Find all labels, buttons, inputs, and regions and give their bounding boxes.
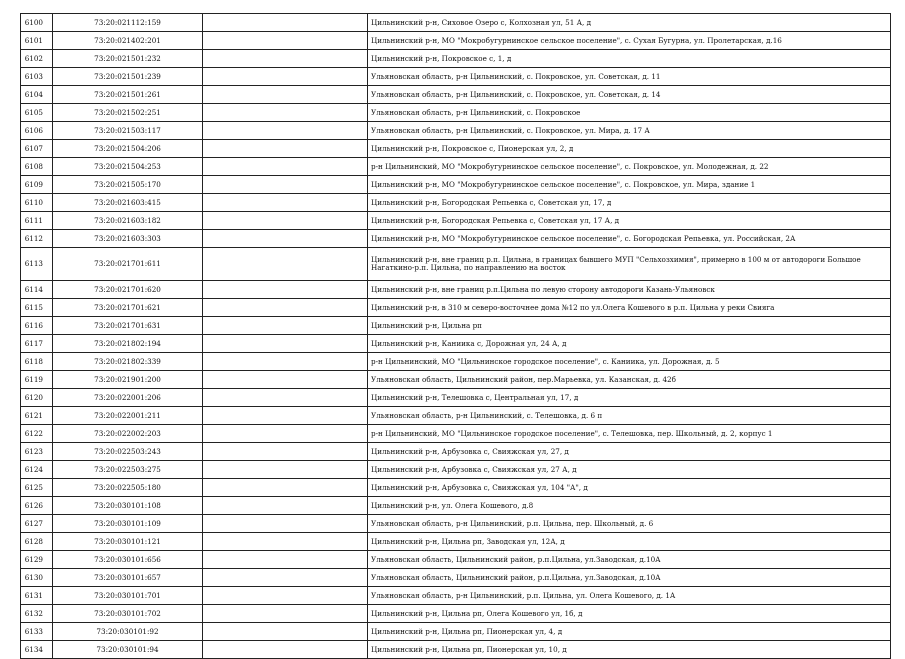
row-number-cell: 6125 (21, 479, 53, 497)
cadastral-number-cell: 73:20:030101:94 (53, 641, 203, 659)
table-row (21, 569, 891, 587)
address-cell: Ульяновская область, р-н Цильнинский, р.п. Цильна, ул. Олега Кошевого, д. 1А (368, 587, 891, 605)
row-number-cell: 6119 (21, 371, 53, 389)
empty-cell (203, 281, 368, 299)
table-row (21, 104, 891, 122)
table-row (21, 122, 891, 140)
table-row (21, 176, 891, 194)
row-number-cell: 6129 (21, 551, 53, 569)
empty-cell (203, 176, 368, 194)
cadastral-number-cell: 73:20:021603:415 (53, 194, 203, 212)
row-number-cell: 6118 (21, 353, 53, 371)
empty-cell (203, 122, 368, 140)
cadastral-number-cell: 73:20:022503:243 (53, 443, 203, 461)
empty-cell (203, 299, 368, 317)
table-row (21, 281, 891, 299)
empty-cell (203, 425, 368, 443)
address-cell: Цильнинский р-н, МО "Мокробугурнинское сельское поселение", с. Сухая Бугурна, ул. Пролетарская, д.16 (368, 32, 891, 50)
empty-cell (203, 587, 368, 605)
empty-cell (203, 104, 368, 122)
cadastral-number-cell: 73:20:022001:206 (53, 389, 203, 407)
row-number-cell: 6109 (21, 176, 53, 194)
cadastral-number-cell: 73:20:021701:621 (53, 299, 203, 317)
table-row (21, 497, 891, 515)
row-number-cell: 6113 (21, 248, 53, 281)
empty-cell (203, 353, 368, 371)
cadastral-number-cell: 73:20:030101:108 (53, 497, 203, 515)
address-cell: Цильнинский р-н, Арбузовка с, Свияжская ул, 27 А, д (368, 461, 891, 479)
address-cell: Цильнинский р-н, вне границ р.п.Цильна по левую сторону автодороги Казань-Ульяновск (368, 281, 891, 299)
empty-cell (203, 194, 368, 212)
address-cell: Цильнинский р-н, в 310 м северо-восточнее дома №12 по ул.Олега Кошевого в р.п. Цильна у реки Свияга (368, 299, 891, 317)
address-cell: Цильнинский р-н, Покровское с, 1, д (368, 50, 891, 68)
empty-cell (203, 32, 368, 50)
cadastral-number-cell: 73:20:021701:611 (53, 248, 203, 281)
empty-cell (203, 533, 368, 551)
row-number-cell: 6100 (21, 14, 53, 32)
empty-cell (203, 461, 368, 479)
row-number-cell: 6116 (21, 317, 53, 335)
address-cell: Цильнинский р-н, МО "Мокробугурнинское сельское поселение", с. Покровское, ул. Мира, здание 1 (368, 176, 891, 194)
cadastral-number-cell: 73:20:030101:656 (53, 551, 203, 569)
table-body (21, 14, 891, 659)
cadastral-number-cell: 73:20:021802:194 (53, 335, 203, 353)
row-number-cell: 6123 (21, 443, 53, 461)
address-cell: Цильнинский р-н, Арбузовка с, Свияжская ул, 27, д (368, 443, 891, 461)
cadastral-number-cell: 73:20:021503:117 (53, 122, 203, 140)
row-number-cell: 6131 (21, 587, 53, 605)
row-number-cell: 6120 (21, 389, 53, 407)
table-row (21, 443, 891, 461)
row-number-cell: 6115 (21, 299, 53, 317)
row-number-cell: 6107 (21, 140, 53, 158)
cadastral-number-cell: 73:20:022503:275 (53, 461, 203, 479)
table-row (21, 335, 891, 353)
table-row (21, 248, 891, 281)
empty-cell (203, 371, 368, 389)
empty-cell (203, 479, 368, 497)
table-row (21, 86, 891, 104)
row-number-cell: 6134 (21, 641, 53, 659)
empty-cell (203, 50, 368, 68)
table-row (21, 50, 891, 68)
row-number-cell: 6128 (21, 533, 53, 551)
table-row (21, 14, 891, 32)
address-cell: Цильнинский р-н, Цильна рп, Пионерская ул, 10, д (368, 641, 891, 659)
empty-cell (203, 86, 368, 104)
cadastral-number-cell: 73:20:021802:339 (53, 353, 203, 371)
address-cell: Ульяновская область, р-н Цильнинский, р.п. Цильна, пер. Школьный, д. 6 (368, 515, 891, 533)
table-row (21, 317, 891, 335)
empty-cell (203, 623, 368, 641)
empty-cell (203, 515, 368, 533)
cadastral-number-cell: 73:20:030101:121 (53, 533, 203, 551)
row-number-cell: 6110 (21, 194, 53, 212)
address-cell: Цильнинский р-н, Сиховое Озеро с, Колхозная ул, 51 А, д (368, 14, 891, 32)
address-cell: Цильнинский р-н, ул. Олега Кошевого, д.8 (368, 497, 891, 515)
cadastral-number-cell: 73:20:021502:251 (53, 104, 203, 122)
cadastral-number-cell: 73:20:021603:182 (53, 212, 203, 230)
empty-cell (203, 158, 368, 176)
table-row (21, 212, 891, 230)
empty-cell (203, 14, 368, 32)
cadastral-number-cell: 73:20:022505:180 (53, 479, 203, 497)
address-cell: Ульяновская область, Цильнинский район, р.п.Цильна, ул.Заводская, д.10А (368, 551, 891, 569)
table-row (21, 68, 891, 86)
table-row (21, 641, 891, 659)
row-number-cell: 6102 (21, 50, 53, 68)
cadastral-number-cell: 73:20:021501:232 (53, 50, 203, 68)
table-row (21, 158, 891, 176)
cadastral-number-cell: 73:20:030101:701 (53, 587, 203, 605)
row-number-cell: 6130 (21, 569, 53, 587)
cadastral-number-cell: 73:20:021504:253 (53, 158, 203, 176)
address-cell: р-н Цильнинский, МО "Цильнинское городское поселение", с. Телешовка, пер. Школьный, д. 2, корпус 1 (368, 425, 891, 443)
address-cell: Ульяновская область, р-н Цильнинский, с. Покровское, ул. Советская, д. 14 (368, 86, 891, 104)
empty-cell (203, 551, 368, 569)
row-number-cell: 6117 (21, 335, 53, 353)
row-number-cell: 6132 (21, 605, 53, 623)
address-cell: Ульяновская область, р-н Цильнинский, с. Покровское (368, 104, 891, 122)
empty-cell (203, 335, 368, 353)
table-row (21, 425, 891, 443)
address-cell: Цильнинский р-н, Телешовка с, Центральная ул, 17, д (368, 389, 891, 407)
empty-cell (203, 497, 368, 515)
cadastral-number-cell: 73:20:030101:657 (53, 569, 203, 587)
cadastral-number-cell: 73:20:022001:211 (53, 407, 203, 425)
cadastral-number-cell: 73:20:021112:159 (53, 14, 203, 32)
table-row (21, 623, 891, 641)
address-cell: Ульяновская область, р-н Цильнинский, с. Покровское, ул. Советская, д. 11 (368, 68, 891, 86)
cadastral-number-cell: 73:20:030101:109 (53, 515, 203, 533)
address-cell: Ульяновская область, р-н Цильнинский, с. Телешовка, д. 6 п (368, 407, 891, 425)
empty-cell (203, 407, 368, 425)
table-row (21, 515, 891, 533)
empty-cell (203, 389, 368, 407)
table-row (21, 299, 891, 317)
row-number-cell: 6127 (21, 515, 53, 533)
row-number-cell: 6105 (21, 104, 53, 122)
row-number-cell: 6124 (21, 461, 53, 479)
table-row (21, 194, 891, 212)
table-row (21, 587, 891, 605)
empty-cell (203, 140, 368, 158)
row-number-cell: 6101 (21, 32, 53, 50)
address-cell: р-н Цильнинский, МО "Цильнинское городское поселение", с. Каниика, ул. Дорожная, д. 5 (368, 353, 891, 371)
empty-cell (203, 230, 368, 248)
table-row (21, 371, 891, 389)
empty-cell (203, 317, 368, 335)
empty-cell (203, 605, 368, 623)
address-cell: Цильнинский р-н, Цильна рп, Пионерская ул, 4, д (368, 623, 891, 641)
empty-cell (203, 569, 368, 587)
cadastral-number-cell: 73:20:021701:620 (53, 281, 203, 299)
cadastral-table (20, 13, 891, 659)
table-row (21, 479, 891, 497)
table-row (21, 389, 891, 407)
cadastral-number-cell: 73:20:021501:261 (53, 86, 203, 104)
address-cell: Ульяновская область, р-н Цильнинский, с. Покровское, ул. Мира, д. 17 А (368, 122, 891, 140)
address-cell: Цильнинский р-н, МО "Мокробугурнинское сельское поселение", с. Богородская Репьевка, ул. Российская, 2А (368, 230, 891, 248)
address-cell: Цильнинский р-н, Богородская Репьевка с, Советская ул, 17 А, д (368, 212, 891, 230)
table-row (21, 32, 891, 50)
address-cell: Цильнинский р-н, Каниика с, Дорожная ул, 24 А, д (368, 335, 891, 353)
row-number-cell: 6106 (21, 122, 53, 140)
table-row (21, 230, 891, 248)
address-cell: Цильнинский р-н, Цильна рп (368, 317, 891, 335)
address-cell: р-н Цильнинский, МО "Мокробугурнинское сельское поселение", с. Покровское, ул. Молодежная, д. 22 (368, 158, 891, 176)
empty-cell (203, 212, 368, 230)
cadastral-number-cell: 73:20:021901:200 (53, 371, 203, 389)
empty-cell (203, 443, 368, 461)
address-cell: Цильнинский р-н, Богородская Репьевка с, Советская ул, 17, д (368, 194, 891, 212)
cadastral-number-cell: 73:20:030101:92 (53, 623, 203, 641)
row-number-cell: 6104 (21, 86, 53, 104)
cadastral-number-cell: 73:20:021505:170 (53, 176, 203, 194)
address-cell: Цильнинский р-н, вне границ р.п. Цильна, в границах бывшего МУП "Сельхозхимия", примерно в 100 м от автодороги Большое Нагаткино-р.п. Цильна, по направлению на восток (368, 248, 891, 281)
row-number-cell: 6108 (21, 158, 53, 176)
row-number-cell: 6121 (21, 407, 53, 425)
row-number-cell: 6111 (21, 212, 53, 230)
address-cell: Цильнинский р-н, Покровское с, Пионерская ул, 2, д (368, 140, 891, 158)
row-number-cell: 6126 (21, 497, 53, 515)
cadastral-number-cell: 73:20:021603:303 (53, 230, 203, 248)
cadastral-number-cell: 73:20:021504:206 (53, 140, 203, 158)
table-row (21, 461, 891, 479)
table-row (21, 140, 891, 158)
cadastral-number-cell: 73:20:021402:201 (53, 32, 203, 50)
row-number-cell: 6114 (21, 281, 53, 299)
row-number-cell: 6133 (21, 623, 53, 641)
table-row (21, 551, 891, 569)
row-number-cell: 6122 (21, 425, 53, 443)
table-row (21, 353, 891, 371)
row-number-cell: 6103 (21, 68, 53, 86)
address-cell: Цильнинский р-н, Арбузовка с, Свияжская ул, 104 "А", д (368, 479, 891, 497)
table-row (21, 605, 891, 623)
address-cell: Ульяновская область, Цильнинский район, р.п.Цильна, ул.Заводская, д.10А (368, 569, 891, 587)
empty-cell (203, 641, 368, 659)
table-row (21, 407, 891, 425)
cadastral-number-cell: 73:20:022002:203 (53, 425, 203, 443)
row-number-cell: 6112 (21, 230, 53, 248)
cadastral-number-cell: 73:20:021501:239 (53, 68, 203, 86)
empty-cell (203, 248, 368, 281)
empty-cell (203, 68, 368, 86)
cadastral-number-cell: 73:20:030101:702 (53, 605, 203, 623)
address-cell: Цильнинский р-н, Цильна рп, Олега Кошевого ул, 1б, д (368, 605, 891, 623)
address-cell: Ульяновская область, Цильнинский район, пер.Марьевка, ул. Казанская, д. 42б (368, 371, 891, 389)
table-row (21, 533, 891, 551)
address-cell: Цильнинский р-н, Цильна рп, Заводская ул, 12А, д (368, 533, 891, 551)
cadastral-number-cell: 73:20:021701:631 (53, 317, 203, 335)
